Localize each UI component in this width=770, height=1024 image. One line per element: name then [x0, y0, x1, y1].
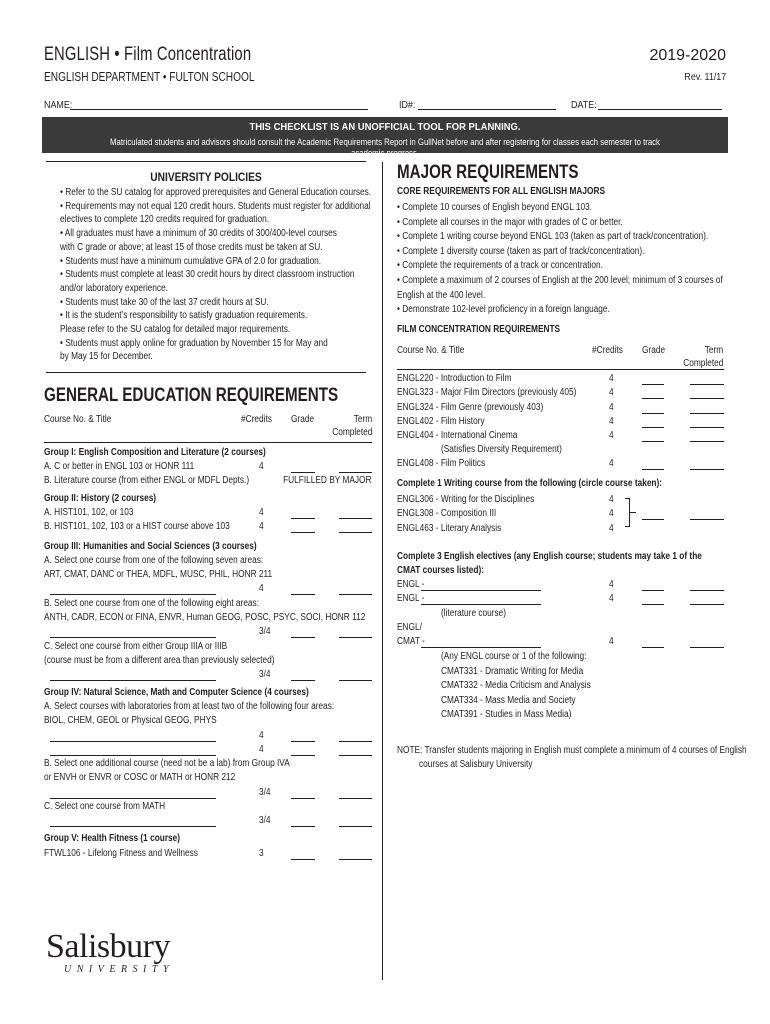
cmat-note: CMAT391 - Studies in Mass Media) [441, 709, 572, 721]
core-requirement-line: • Complete all courses in the major with grades of C or better. [397, 216, 623, 228]
credits-value: 4 [609, 508, 614, 520]
credits-value: 4 [609, 373, 614, 384]
department-subtitle: ENGLISH DEPARTMENT • FULTON SCHOOL [44, 69, 255, 84]
major-col-grade: Grade [642, 345, 666, 356]
grade-blank[interactable] [642, 590, 664, 591]
logo-university: UNIVERSITY [64, 964, 174, 975]
major-col-course: Course No. & Title [397, 345, 465, 356]
credits-value: 4 [609, 387, 614, 399]
term-blank[interactable] [690, 604, 724, 605]
term-blank[interactable] [339, 594, 372, 595]
course-entry-blank[interactable] [50, 826, 216, 827]
major-rule [397, 369, 724, 370]
salisbury-logo [46, 930, 174, 975]
term-blank[interactable] [690, 590, 724, 591]
transfer-note: NOTE: Transfer students majoring in English must complete a minimum of 4 courses of English [397, 745, 747, 756]
film-course-title: ENGL324 - Film Genre (previously 403) [397, 401, 544, 413]
grade-blank[interactable] [291, 637, 315, 638]
credits-value: 4 [609, 401, 614, 413]
grade-blank[interactable] [291, 518, 315, 519]
group-heading: Group V: Health Fitness (1 course) [44, 833, 181, 844]
cmat-note: CMAT331 - Dramatic Writing for Media [441, 665, 584, 677]
course-entry-blank[interactable] [421, 647, 541, 648]
grade-blank[interactable] [291, 826, 315, 827]
credits-value: 4 [609, 579, 614, 590]
term-blank[interactable] [339, 755, 372, 756]
policy-line: • All graduates must have a minimum of 30 credits of 300/400-level courses [60, 228, 337, 240]
term-blank[interactable] [339, 472, 372, 473]
date-label: DATE: [571, 99, 597, 111]
cmat-note: CMAT332 - Media Criticism and Analysis [441, 680, 591, 692]
cmat-note: CMAT334 - Mass Media and Society [441, 694, 576, 706]
name-field[interactable] [70, 109, 368, 110]
credits-value: 4 [609, 636, 614, 647]
policy-line: Please refer to the SU catalog for detailed major requirements. [60, 324, 291, 335]
writing-heading: Complete 1 Writing course from the following (circle course taken): [397, 478, 663, 489]
term-blank[interactable] [690, 413, 724, 414]
credits-value: 3 [259, 848, 264, 859]
credits-value: 3/4 [259, 626, 271, 637]
banner-title: THIS CHECKLIST IS AN UNOFFICIAL TOOL FOR PLANNING. [249, 121, 521, 133]
gen-ed-col-term: Term [353, 414, 372, 425]
grade-blank[interactable] [291, 472, 315, 473]
grade-blank[interactable] [642, 469, 664, 470]
gen-ed-rule [44, 442, 372, 443]
academic-year: 2019-2020 [649, 47, 726, 64]
core-requirement-line: • Complete 10 courses of English beyond ENGL 103. [397, 202, 592, 213]
course-line: A. Select one course from one of the following seven areas: [44, 555, 264, 566]
group-heading: Group III: Humanities and Social Sciences (3 courses) [44, 541, 257, 552]
course-entry-blank[interactable] [421, 604, 541, 605]
gen-ed-col-grade: Grade [291, 414, 315, 425]
gen-ed-col-completed: Completed [331, 427, 372, 438]
course-line: ART, CMAT, DANC or THEA, MDFL, MUSC, PHIL, HONR 211 [44, 569, 273, 580]
banner-note: Matriculated students and advisors should consult the Academic Requirements Report in GullNet before and after registering for classes each semester to track academic progress. [110, 137, 660, 159]
group-heading: Group II: History (2 courses) [44, 493, 157, 504]
term-blank[interactable] [690, 384, 724, 385]
electives-heading: Complete 3 English electives (any English course; students may take 1 of the [397, 551, 702, 562]
major-heading: MAJOR REQUIREMENTS [397, 162, 579, 183]
course-entry-blank[interactable] [421, 590, 541, 591]
grade-blank[interactable] [642, 427, 664, 428]
core-requirement-line: • Demonstrate 102-level proficiency in a foreign language. [397, 304, 610, 316]
writing-course-title: ENGL306 - Writing for the Disciplines [397, 494, 535, 505]
term-blank[interactable] [339, 680, 372, 681]
policy-line: electives to complete 120 credits required for graduation. [60, 214, 270, 226]
policy-line: • Students must complete at least 30 credit hours by direct classroom instruction [60, 269, 355, 281]
term-blank[interactable] [339, 532, 372, 533]
course-line: ANTH, CADR, ECON or FINA, ENVR, Human GEOG, POSC, PSYC, SOCI, HONR 112 [44, 612, 366, 623]
credits-value: 4 [259, 521, 264, 532]
group-heading: Group I: English Composition and Literature (2 courses) [44, 447, 266, 458]
bracket-tick [630, 512, 636, 513]
policy-line: • Students must take 30 of the last 37 credit hours at SU. [60, 296, 269, 308]
course-line: B. Select one course from one of the following eight areas: [44, 598, 260, 609]
grade-blank[interactable] [642, 519, 664, 520]
group-heading: Group IV: Natural Science, Math and Computer Science (4 courses) [44, 687, 309, 698]
grade-blank[interactable] [291, 532, 315, 533]
grade-blank[interactable] [291, 859, 315, 860]
term-blank[interactable] [339, 741, 372, 742]
transfer-note: courses at Salisbury University [419, 759, 533, 770]
diversity-note: (Satisfies Diversity Requirement) [441, 444, 562, 455]
core-requirement-line: • Complete a maximum of 2 courses of English at the 200 level; minimum of 3 courses of [397, 275, 723, 286]
core-heading: CORE REQUIREMENTS FOR ALL ENGLISH MAJORS [397, 186, 605, 197]
course-line: (course must be from a different area than previously selected) [44, 655, 275, 666]
film-course-title: ENGL220 - Introduction to Film [397, 373, 512, 384]
core-requirement-line: • Complete 1 diversity course (taken as part of track/concentration). [397, 245, 645, 257]
credits-value: 4 [259, 461, 264, 472]
term-blank[interactable] [690, 427, 724, 428]
grade-blank[interactable] [642, 647, 664, 648]
logo-wordmark: Salisbury [46, 928, 170, 965]
course-line: or ENVH or ENVR or COSC or MATH or HONR 212 [44, 772, 236, 783]
core-requirement-line: English at the 400 level. [397, 289, 486, 301]
credits-value: 4 [259, 507, 264, 518]
credits-value: 4 [259, 744, 264, 755]
term-blank[interactable] [690, 469, 724, 470]
course-entry-blank[interactable] [50, 755, 216, 756]
core-requirement-line: • Complete the requirements of a track or concentration. [397, 260, 603, 272]
id-label: ID#: [399, 99, 416, 111]
credits-value: 4 [259, 730, 264, 741]
core-requirement-line: • Complete 1 writing course beyond ENGL 103 (taken as part of track/concentration). [397, 231, 709, 243]
credits-value: 3/4 [259, 669, 271, 680]
credits-value: 4 [609, 415, 614, 427]
cmat-note: (Any ENGL course or 1 of the following: [441, 651, 587, 662]
page-title: ENGLISH • Film Concentration [44, 44, 252, 65]
term-blank[interactable] [339, 518, 372, 519]
policy-line: • Students must have a minimum cumulative GPA of 2.0 for graduation. [60, 255, 322, 267]
course-line: FTWL106 - Lifelong Fitness and Wellness [44, 848, 198, 859]
course-line: A. Select courses with laboratories from at least two of the following four areas: [44, 701, 335, 712]
course-entry-blank[interactable] [50, 798, 216, 799]
university-policies-box [46, 161, 372, 373]
grade-blank[interactable] [291, 680, 315, 681]
term-blank[interactable] [690, 519, 724, 520]
credits-value: 3/4 [259, 815, 271, 826]
film-course-title: ENGL323 - Major Film Directors (previously 405) [397, 387, 577, 399]
film-course-title: ENGL408 - Film Politics [397, 458, 486, 469]
course-line: B. HIST101, 102, 103 or a HIST course above 103 [44, 521, 230, 532]
policy-line: • Requirements may not equal 120 credit hours. Students must register for additional [60, 200, 371, 212]
id-field[interactable] [418, 109, 556, 110]
gen-ed-heading: GENERAL EDUCATION REQUIREMENTS [44, 385, 339, 406]
course-line: A. HIST101, 102, or 103 [44, 507, 134, 518]
grade-blank[interactable] [291, 798, 315, 799]
policy-line: with C grade or above; at least 15 of those credits must be taken at SU. [60, 241, 323, 253]
grade-blank[interactable] [642, 384, 664, 385]
course-entry-blank[interactable] [50, 594, 216, 595]
film-course-title: ENGL402 - Film History [397, 415, 485, 427]
term-blank[interactable] [339, 637, 372, 638]
credits-value: 4 [609, 522, 614, 534]
term-blank[interactable] [339, 859, 372, 860]
term-blank[interactable] [339, 798, 372, 799]
credits-value: 3/4 [259, 787, 271, 798]
engl-label: ENGL - [397, 593, 425, 604]
credits-value: 4 [259, 583, 264, 594]
grade-blank[interactable] [291, 594, 315, 595]
grade-blank[interactable] [642, 413, 664, 414]
engl-cmat-label: CMAT - [397, 636, 425, 647]
course-entry-blank[interactable] [50, 680, 216, 681]
grade-blank[interactable] [642, 398, 664, 399]
course-entry-blank[interactable] [50, 741, 216, 742]
policy-line: • Students must apply online for graduation by November 15 for May and [60, 337, 328, 349]
engl-cmat-label: ENGL/ [397, 622, 422, 633]
name-label: NAME: [44, 99, 73, 111]
policy-line: • It is the student’s responsibility to satisfy graduation requirements. [60, 310, 308, 322]
writing-course-title: ENGL308 - Composition III [397, 508, 497, 520]
film-heading: FILM CONCENTRATION REQUIREMENTS [397, 324, 561, 335]
term-blank[interactable] [690, 441, 724, 442]
gen-ed-col-credits: #Credits [241, 414, 272, 425]
major-col-credits: #Credits [592, 345, 623, 356]
term-blank[interactable] [690, 647, 724, 648]
policies-heading: UNIVERSITY POLICIES [150, 170, 262, 184]
grade-blank[interactable] [642, 441, 664, 442]
date-field[interactable] [598, 109, 722, 110]
grade-blank[interactable] [291, 755, 315, 756]
course-line: A. C or better in ENGL 103 or HONR 111 [44, 461, 195, 472]
course-line: BIOL, CHEM, GEOL or Physical GEOG, PHYS [44, 715, 217, 726]
course-line: C. Select one course from either Group IIIA or IIIB [44, 641, 228, 652]
major-col-term: Term [704, 345, 723, 356]
course-entry-blank[interactable] [50, 637, 216, 638]
policy-line: and/or laboratory experience. [60, 282, 168, 294]
policy-line: by May 15 for December. [60, 351, 153, 363]
credits-value: 4 [609, 593, 614, 604]
column-divider [382, 162, 383, 980]
fulfilled-note: FULFILLED BY MAJOR [283, 475, 372, 486]
writing-course-title: ENGL463 - Literary Analysis [397, 522, 502, 534]
course-line: B. Literature course (from either ENGL or MDFL Depts.) [44, 475, 250, 486]
policy-line: • Refer to the SU catalog for approved prerequisites and General Education courses. [60, 187, 372, 198]
credits-value: 4 [609, 494, 614, 505]
course-line: B. Select one additional course (need not be a lab) from Group IVA [44, 758, 290, 769]
credits-value: 4 [609, 458, 614, 469]
term-blank[interactable] [690, 398, 724, 399]
literature-note: (literature course) [441, 608, 507, 619]
course-line: C. Select one course from MATH [44, 801, 166, 812]
grade-blank[interactable] [642, 604, 664, 605]
electives-heading: CMAT courses listed): [397, 565, 485, 576]
term-blank[interactable] [339, 826, 372, 827]
major-col-completed: Completed [682, 358, 723, 369]
film-course-title: ENGL404 - International Cinema [397, 430, 518, 442]
credits-value: 4 [609, 430, 614, 442]
grade-blank[interactable] [291, 741, 315, 742]
planning-banner [42, 117, 728, 159]
engl-label: ENGL - [397, 579, 425, 590]
gen-ed-col-course: Course No. & Title [44, 414, 112, 425]
revision-label: Rev. 11/17 [684, 71, 726, 83]
